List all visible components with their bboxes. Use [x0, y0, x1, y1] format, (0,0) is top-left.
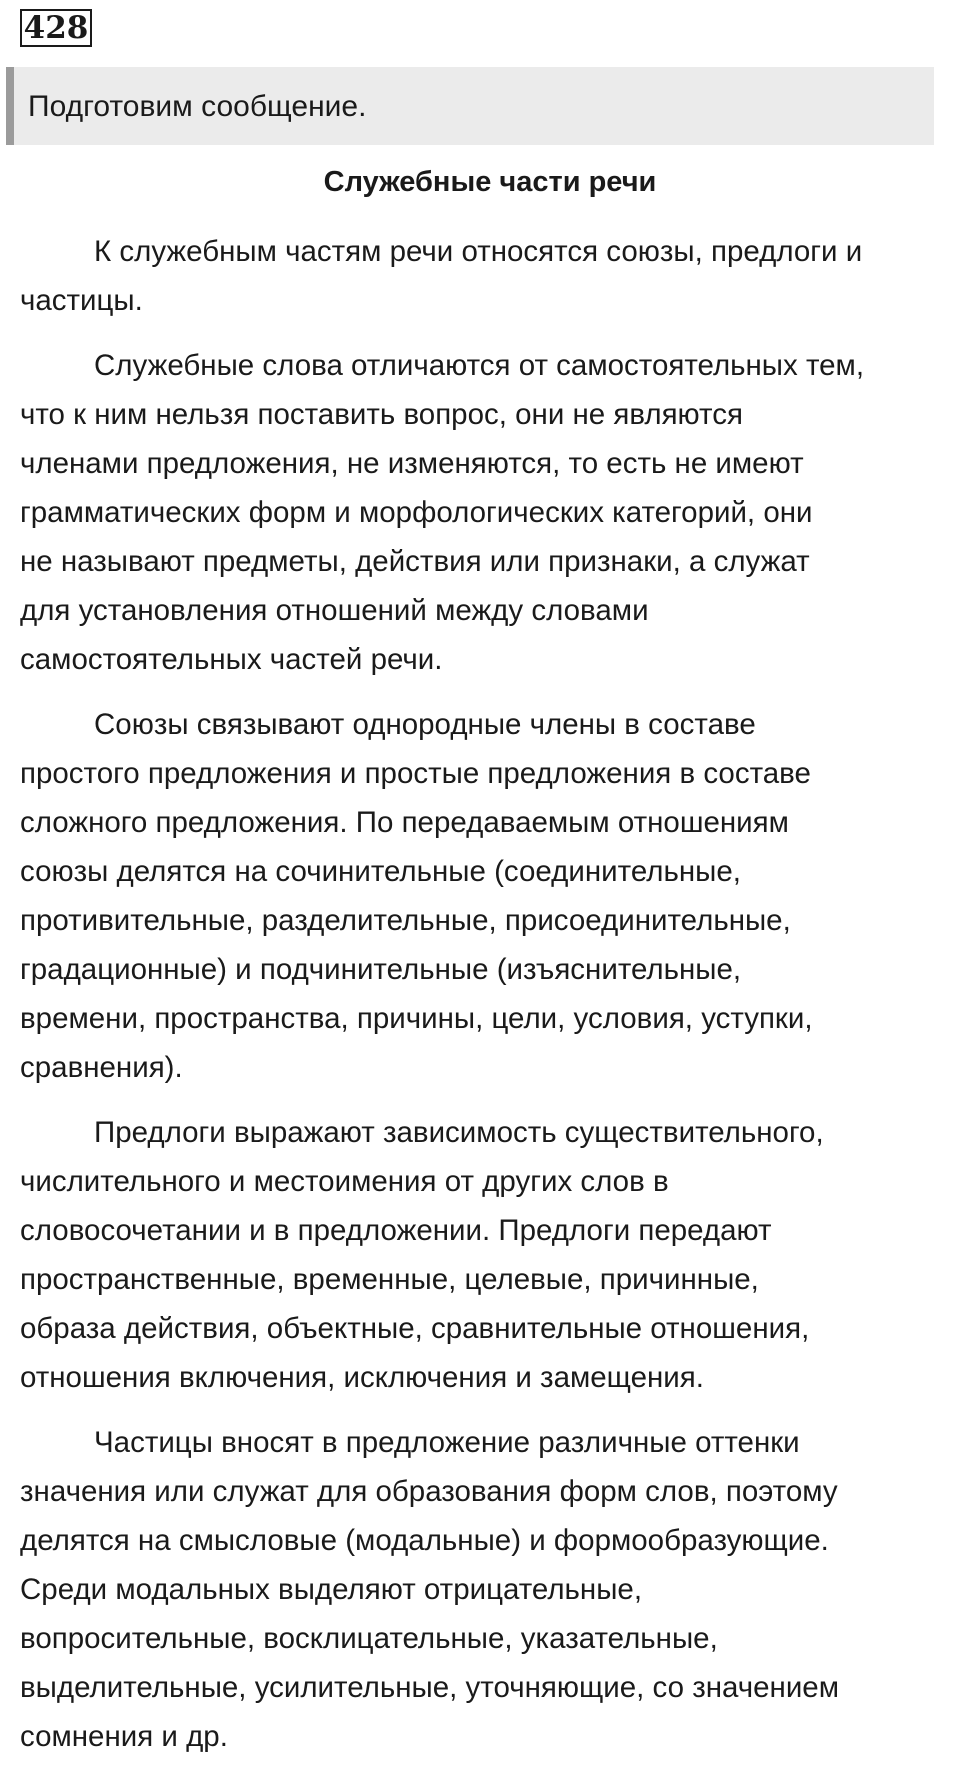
section-title: Служебные части речи — [323, 166, 657, 198]
paragraph — [20, 700, 956, 1092]
text-line: противительные, разделительные, присоединительные, — [20, 904, 791, 937]
exercise-number: 428 — [23, 10, 89, 46]
text-line: сложного предложения. По передаваемым отношениям — [20, 806, 789, 839]
text-line: простого предложения и простые предложения в составе — [20, 757, 811, 790]
text-line: вопросительные, восклицательные, указательные, — [20, 1622, 718, 1655]
text-line: Предлоги выражают зависимость существительного, — [94, 1116, 824, 1149]
text-line: пространственные, временные, целевые, причинные, — [20, 1263, 759, 1296]
paragraph — [20, 1108, 956, 1402]
text-line: грамматических форм и морфологических категорий, они — [20, 496, 813, 529]
text-line: Союзы связывают однородные члены в составе — [94, 708, 756, 741]
task-bar — [6, 67, 934, 145]
text-line: союзы делятся на сочинительные (соединительные, — [20, 855, 741, 888]
text-line: самостоятельных частей речи. — [20, 643, 443, 676]
text-line: сравнения). — [20, 1051, 183, 1084]
text-line: для установления отношений между словами — [20, 594, 649, 627]
text-line: образа действия, объектные, сравнительные отношения, — [20, 1312, 810, 1345]
paragraph — [20, 341, 956, 684]
text-line: Частицы вносят в предложение различные оттенки — [94, 1426, 800, 1459]
article-body — [20, 227, 956, 1777]
text-line: словосочетании и в предложении. Предлоги передают — [20, 1214, 772, 1247]
text-line: не называют предметы, действия или признаки, а служат — [20, 545, 810, 578]
text-line: К служебным частям речи относятся союзы, предлоги и — [94, 235, 863, 268]
text-line: членами предложения, не изменяются, то есть не имеют — [20, 447, 804, 480]
text-line: времени, пространства, причины, цели, условия, уступки, — [20, 1002, 813, 1035]
paragraph — [20, 227, 956, 325]
text-line: частицы. — [20, 284, 143, 317]
text-line: сомнения и др. — [20, 1720, 228, 1753]
text-line: Среди модальных выделяют отрицательные, — [20, 1573, 643, 1606]
task-text: Подготовим сообщение. — [28, 90, 367, 123]
text-line: делятся на смысловые (модальные) и формообразующие. — [20, 1524, 829, 1557]
text-line: что к ним нельзя поставить вопрос, они не являются — [20, 398, 743, 431]
text-line: градационные) и подчинительные (изъяснительные, — [20, 953, 742, 986]
text-line: отношения включения, исключения и замещения. — [20, 1361, 704, 1394]
text-line: числительного и местоимения от других слов в — [20, 1165, 669, 1198]
text-line: выделительные, усилительные, уточняющие, со значением — [20, 1671, 839, 1704]
text-line: значения или служат для образования форм слов, поэтому — [20, 1475, 838, 1508]
text-line: Служебные слова отличаются от самостоятельных тем, — [94, 349, 865, 382]
paragraph — [20, 1418, 956, 1761]
exercise-number-box — [20, 9, 92, 47]
